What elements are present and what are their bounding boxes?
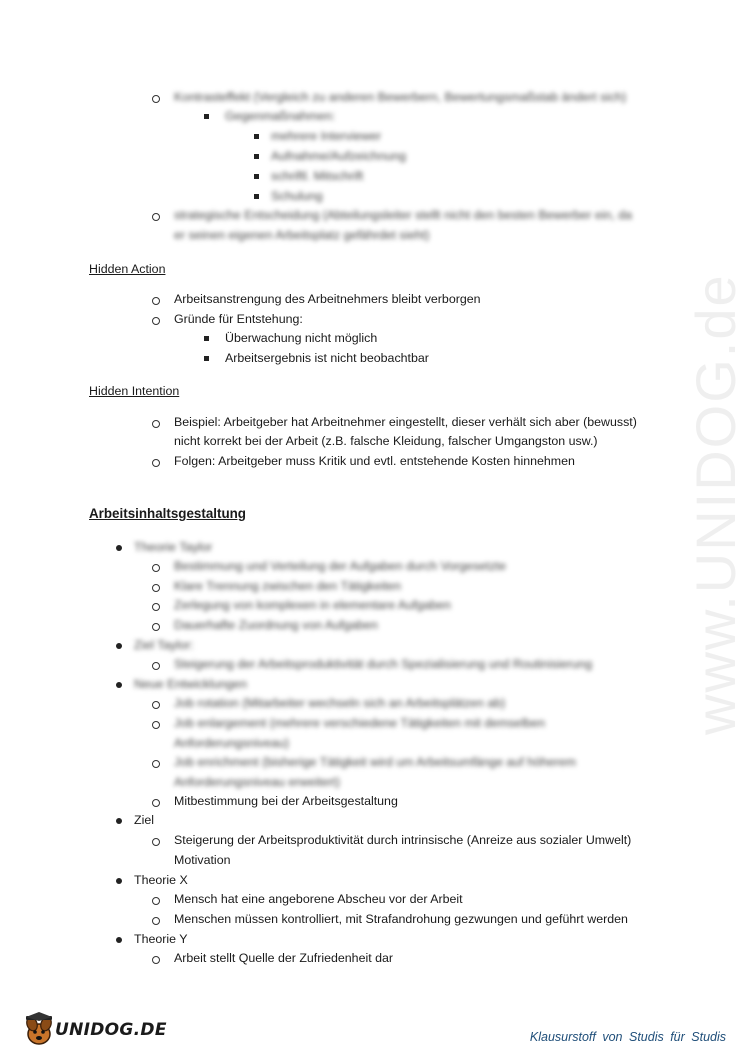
square-bullet-icon: [254, 194, 259, 199]
square-bullet-icon: [254, 134, 259, 139]
list-item: Theorie X: [134, 873, 188, 887]
blurred-text: Dauerhafte Zuordnung von Aufgaben: [174, 618, 378, 632]
square-bullet-icon: [254, 174, 259, 179]
blurred-text: Job enrichment (bisherige Tätigkeit wird um Arbeitsumfänge auf höherem: [174, 755, 576, 769]
circle-bullet-icon: [152, 897, 160, 905]
square-bullet-icon: [204, 114, 209, 119]
disc-bullet-icon: [116, 818, 122, 824]
blurred-text: schriftl. Mitschrift: [271, 169, 364, 183]
disc-bullet-icon: [116, 643, 122, 649]
section-heading: Hidden Intention: [89, 384, 180, 398]
blurred-text: Bestimmung und Verteilung der Aufgaben durch Vorgesetzte: [174, 559, 507, 573]
blurred-text: Zerlegung von komplexen in elementare Aufgaben: [174, 598, 451, 612]
section-title: Arbeitsinhaltsgestaltung: [89, 506, 246, 521]
list-item-continuation: nicht korrekt bei der Arbeit (z.B. falsche Kleidung, falscher Umgangston usw.): [174, 434, 598, 448]
blurred-text: Schulung: [271, 189, 323, 203]
blurred-text: strategische Entscheidung (Abteilungsleiter stellt nicht den besten Bewerber ein, da: [174, 208, 633, 222]
dog-mascot-icon: [22, 1012, 56, 1048]
circle-bullet-icon: [152, 564, 160, 572]
list-item: Mitbestimmung bei der Arbeitsgestaltung: [174, 794, 398, 808]
blurred-text: Neue Entwicklungen: [134, 677, 247, 691]
list-item: Arbeit stellt Quelle der Zufriedenheit dar: [174, 951, 394, 965]
section-heading: Hidden Action: [89, 262, 166, 276]
circle-bullet-icon: [152, 701, 160, 709]
blurred-text: Gegenmaßnahmen:: [225, 109, 336, 123]
circle-bullet-icon: [152, 662, 160, 670]
blurred-text: Anforderungsniveau): [174, 736, 290, 750]
blurred-text: mehrere Interviewer: [271, 129, 382, 143]
square-bullet-icon: [204, 336, 209, 341]
list-item: Mensch hat eine angeborene Abscheu vor der Arbeit: [174, 892, 463, 906]
square-bullet-icon: [254, 154, 259, 159]
blurred-text: er seinen eigenen Arbeitsplatz gefährdet sieht): [174, 228, 430, 242]
disc-bullet-icon: [116, 878, 122, 884]
circle-bullet-icon: [152, 760, 160, 768]
list-item: Menschen müssen kontrolliert, mit Strafandrohung gezwungen und geführt werden: [174, 912, 628, 926]
circle-bullet-icon: [152, 213, 160, 221]
square-bullet-icon: [204, 356, 209, 361]
logo-text: UNIDOG.DE: [55, 1020, 167, 1040]
list-item: Arbeitsanstrengung des Arbeitnehmers bleibt verborgen: [174, 292, 481, 306]
circle-bullet-icon: [152, 838, 160, 846]
circle-bullet-icon: [152, 917, 160, 925]
blurred-text: Ziel Taylor:: [134, 638, 194, 652]
circle-bullet-icon: [152, 420, 160, 428]
circle-bullet-icon: [152, 721, 160, 729]
blurred-text: Kontrasteffekt (Vergleich zu anderen Bewerbern, Bewertungsmaßstab ändert sich): [174, 90, 627, 104]
circle-bullet-icon: [152, 623, 160, 631]
blurred-text: Anforderungsniveau erweitert): [174, 775, 340, 789]
disc-bullet-icon: [116, 682, 122, 688]
circle-bullet-icon: [152, 799, 160, 807]
list-item: Gründe für Entstehung:: [174, 312, 303, 326]
disc-bullet-icon: [116, 545, 122, 551]
blurred-text: Steigerung der Arbeitsproduktivität durch Spezialisierung und Routinisierung: [174, 657, 593, 671]
list-item: Theorie Y: [134, 932, 188, 946]
circle-bullet-icon: [152, 297, 160, 305]
blurred-text: Job rotation (Mitarbeiter wechseln sich an Arbeitsplätzen ab): [174, 696, 506, 710]
watermark: www.UNIDOG.de: [684, 273, 747, 735]
blurred-text: Klare Trennung zwischen den Tätigkeiten: [174, 579, 402, 593]
list-item: Arbeitsergebnis ist nicht beobachtbar: [225, 351, 429, 365]
disc-bullet-icon: [116, 937, 122, 943]
circle-bullet-icon: [152, 459, 160, 467]
circle-bullet-icon: [152, 603, 160, 611]
circle-bullet-icon: [152, 317, 160, 325]
blurred-text: Theorie Taylor: [134, 540, 213, 554]
list-item: Beispiel: Arbeitgeber hat Arbeitnehmer eingestellt, dieser verhält sich aber (bewusst): [174, 415, 637, 429]
circle-bullet-icon: [152, 95, 160, 103]
list-item: Folgen: Arbeitgeber muss Kritik und evtl. entstehende Kosten hinnehmen: [174, 454, 575, 468]
blurred-text: Aufnahme/Aufzeichnung: [271, 149, 407, 163]
list-item: Ziel: [134, 813, 154, 827]
circle-bullet-icon: [152, 956, 160, 964]
circle-bullet-icon: [152, 584, 160, 592]
blurred-text: Job enlargement (mehrere verschiedene Tätigkeiten mit demselben: [174, 716, 545, 730]
list-item: Überwachung nicht möglich: [225, 331, 378, 345]
footer-tagline: Klausurstoff von Studis für Studis: [529, 1030, 726, 1044]
list-item-continuation: Motivation: [174, 853, 231, 867]
unidog-logo[interactable]: [22, 1012, 167, 1048]
list-item: Steigerung der Arbeitsproduktivität durch intrinsische (Anreize aus sozialer Umwelt): [174, 833, 632, 847]
